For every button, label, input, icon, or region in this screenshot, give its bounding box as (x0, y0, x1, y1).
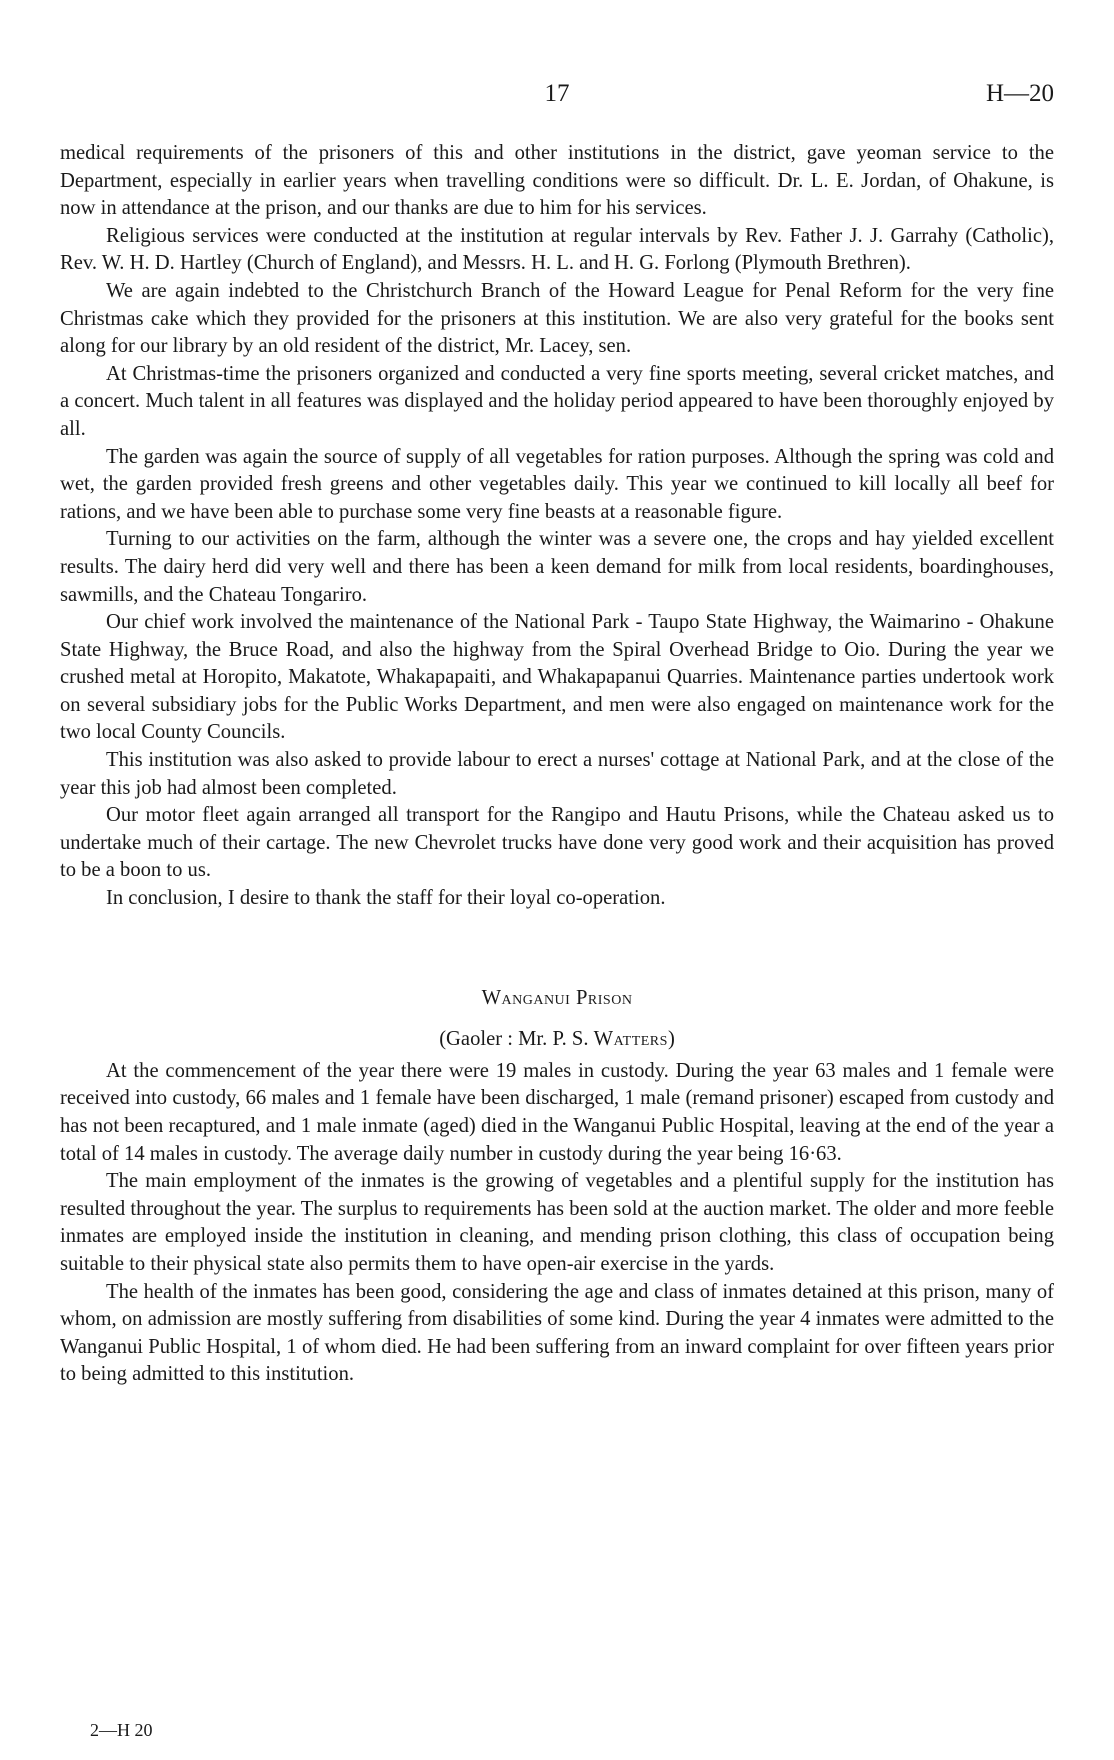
paragraph-continued: medical requirements of the prisoners of this and other institutions in the district, gave yeoman service to the Department, especially in earlier years when travelling conditions were so difficult. Dr. L. E. Jordan, of Ohakune, is now in attendance at the prison, and our thanks are due to him for his services. (60, 142, 1054, 220)
page-signature: 2—H 20 (90, 1720, 153, 1740)
document-reference: H—20 (985, 80, 1054, 107)
paragraph-howard-league: We are again indebted to the Christchurch Branch of the Howard League for Penal Reform for the very fine Christmas cake which they provided for the prisoners at this institution. We are also very grateful for the books sent along for our library by an old resident of the district, Mr. Lacey, sen. (60, 279, 1054, 358)
paragraph-farm: Turning to our activities on the farm, although the winter was a severe one, the crops and hay yielded excellent results. The dairy herd did very well and there has been a keen demand for milk from local residents, boardinghouses, sawmills, and the Chateau Tongariro. (60, 528, 1054, 606)
paragraph-garden: The garden was again the source of supply of all vegetables for ration purposes. Although the spring was cold and wet, the garden provided fresh greens and other vegetables daily. This year we continued to kill locally all beef for rations, and we have been able to purchase some very fine beasts at a reasonable figure. (60, 445, 1054, 523)
page-header (60, 80, 1054, 112)
gaoler-name: Watters (593, 1028, 668, 1051)
paragraph-conclusion: In conclusion, I desire to thank the staff for their loyal co-operation. (106, 887, 666, 910)
paragraph-health: The health of the inmates has been good, considering the age and class of inmates detained at this prison, many of whom, on admission are mostly suffering from disabilities of some kind. During the year 4 inmates were admitted to the Wanganui Public Hospital, 1 of whom died. He had been suffering from an inward complaint for over fifteen years prior to being admitted to this institution. (60, 1280, 1054, 1386)
paragraph-nurses-cottage: This institution was also asked to provide labour to erect a nurses' cottage at National Park, and at the close of the year this job had almost been completed. (60, 749, 1054, 799)
subtitle-suffix: ) (667, 1028, 675, 1051)
section-title: Wanganui Prison (481, 986, 633, 1009)
paragraph-religious-services: Religious services were conducted at the institution at regular intervals by Rev. Father J. J. Garrahy (Catholic), Rev. W. H. D. Hartley (Church of England), and Messrs. H. L. and H. G. Forlong (Plymouth Brethren). (60, 224, 1054, 275)
subtitle-prefix: (Gaoler : Mr. P. S. (439, 1028, 594, 1051)
paragraph-christmas: At Christmas-time the prisoners organized and conducted a very fine sports meeting, several cricket matches, and a concert. Much talent in all features was displayed and the holiday period appeared to have been thoroughly enjoyed by all. (60, 362, 1054, 440)
paragraph-employment: The main employment of the inmates is the growing of vegetables and a plentiful supply for the institution has resulted throughout the year. The surplus to requirements has been sold at the auction market. The older and more feeble inmates are employed inside the institution in cleaning, and mending prison clothing, this class of occupation being suitable to their physical state also permits them to have open-air exercise in the yards. (60, 1170, 1054, 1275)
paragraph-custody: At the commencement of the year there were 19 males in custody. During the year 63 males and 1 female were received into custody, 66 males and 1 female have been discharged, 1 male (remand prisoner) escaped from custody and has not been recaptured, and 1 male inmate (aged) died in the Wanganui Public Hospital, leaving at the end of the year a total of 14 males in custody. The average daily number in custody during the year being 16·63. (60, 1059, 1054, 1165)
document-body (60, 140, 1054, 1389)
section-heading (60, 985, 1054, 1013)
paragraph-highway-work: Our chief work involved the maintenance of the National Park - Taupo State Highway, the Waimarino - Ohakune State Highway, the Bruce Road, and also the highway from the Spiral Overhead Bridge to Oio. During the year we crushed metal at Horopito, Makatote, Whakapapaiti, and Whakapapanui Quarries. Maintenance parties undertook work on several subsidiary jobs for the Public Works Department, and men were also engaged on maintenance work for the two local County Councils. (60, 611, 1054, 744)
section-subtitle (60, 1026, 1054, 1054)
document-page (60, 0, 1054, 1760)
paragraph-motor-fleet: Our motor fleet again arranged all transport for the Rangipo and Hautu Prisons, while the Chateau asked us to undertake much of their cartage. The new Chevrolet trucks have done very good work and their acquisition has proved to be a boon to us. (60, 804, 1054, 882)
page-number: 17 (544, 80, 570, 107)
